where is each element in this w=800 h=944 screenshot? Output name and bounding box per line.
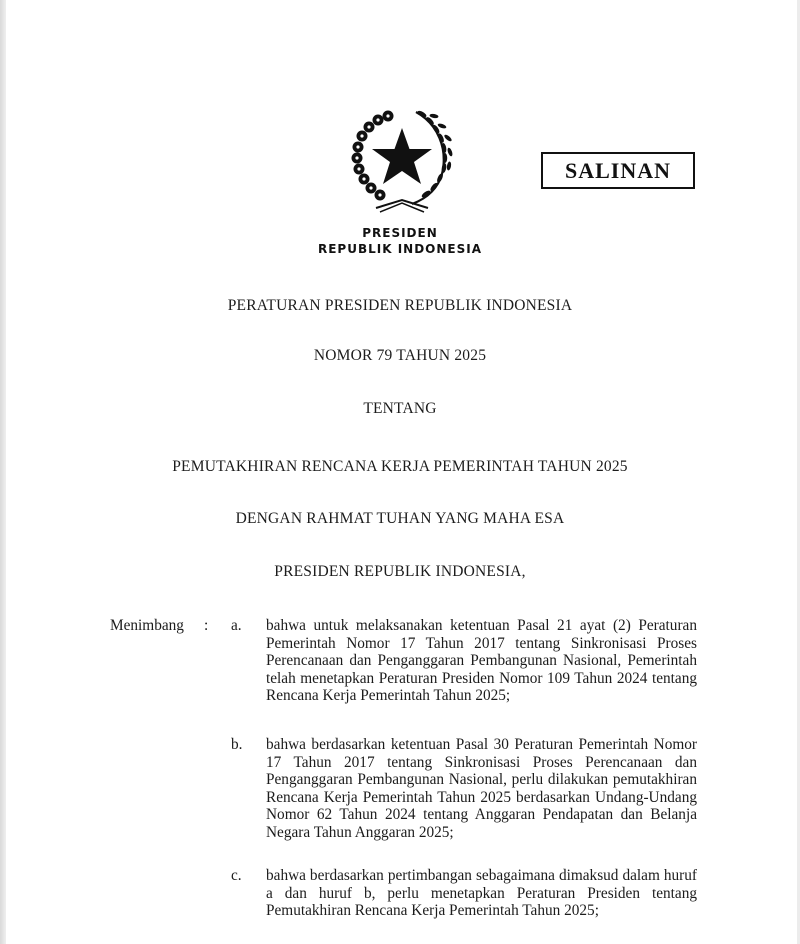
considerations-colon: :: [204, 617, 209, 634]
item-letter: a.: [231, 617, 242, 634]
regulation-number: NOMOR 79 TAHUN 2025: [313, 347, 487, 364]
considerations-label: Menimbang: [110, 617, 184, 634]
item-text: bahwa untuk melaksanakan ketentuan Pasal 21 ayat (2) Peraturan Pemerintah Nomor 17 Tahun 2017 tentang Sinkronisasi Proses Perencanaan dan Penganggaran Pembangunan Nasional, Pemerintah telah menetapkan Peraturan Presiden Nomor 109 Tahun 2024 tentang Rencana Kerja Pemerintah Tahun 2025;: [266, 617, 697, 704]
regulation-type-title: PERATURAN PRESIDEN REPUBLIK INDONESIA: [227, 297, 573, 314]
salinan-stamp: SALINAN: [541, 152, 695, 189]
item-letter: c.: [231, 867, 242, 884]
item-letter: b.: [231, 736, 243, 753]
issuer-line: PRESIDEN REPUBLIK INDONESIA,: [274, 563, 526, 580]
invocation-line: DENGAN RAHMAT TUHAN YANG MAHA ESA: [235, 510, 565, 527]
presidential-emblem-icon: [350, 104, 454, 216]
regulation-subject: PEMUTAKHIRAN RENCANA KERJA PEMERINTAH TAHUN 2025: [172, 458, 628, 475]
item-text: bahwa berdasarkan pertimbangan sebagaimana dimaksud dalam huruf a dan huruf b, perlu menetapkan Peraturan Presiden tentang Pemutakhiran Rencana Kerja Pemerintah Tahun 2025;: [266, 867, 697, 919]
emblem-caption-republic: REPUBLIK INDONESIA: [317, 242, 482, 256]
regulation-about-label: TENTANG: [363, 400, 437, 417]
item-text: bahwa berdasarkan ketentuan Pasal 30 Peraturan Pemerintah Nomor 17 Tahun 2017 tentang Sinkronisasi Proses Perencanaan dan Penganggaran Pembangunan Nasional, perlu dilakukan pemutakhiran Rencana Kerja Pemerintah Tahun 2025 berdasarkan Undang-Undang Nomor 62 Tahun 2024 tentang Anggaran Pendapatan dan Belanja Negara Tahun Anggaran 2025;: [266, 736, 697, 841]
emblem-caption-president: PRESIDEN: [362, 226, 438, 240]
